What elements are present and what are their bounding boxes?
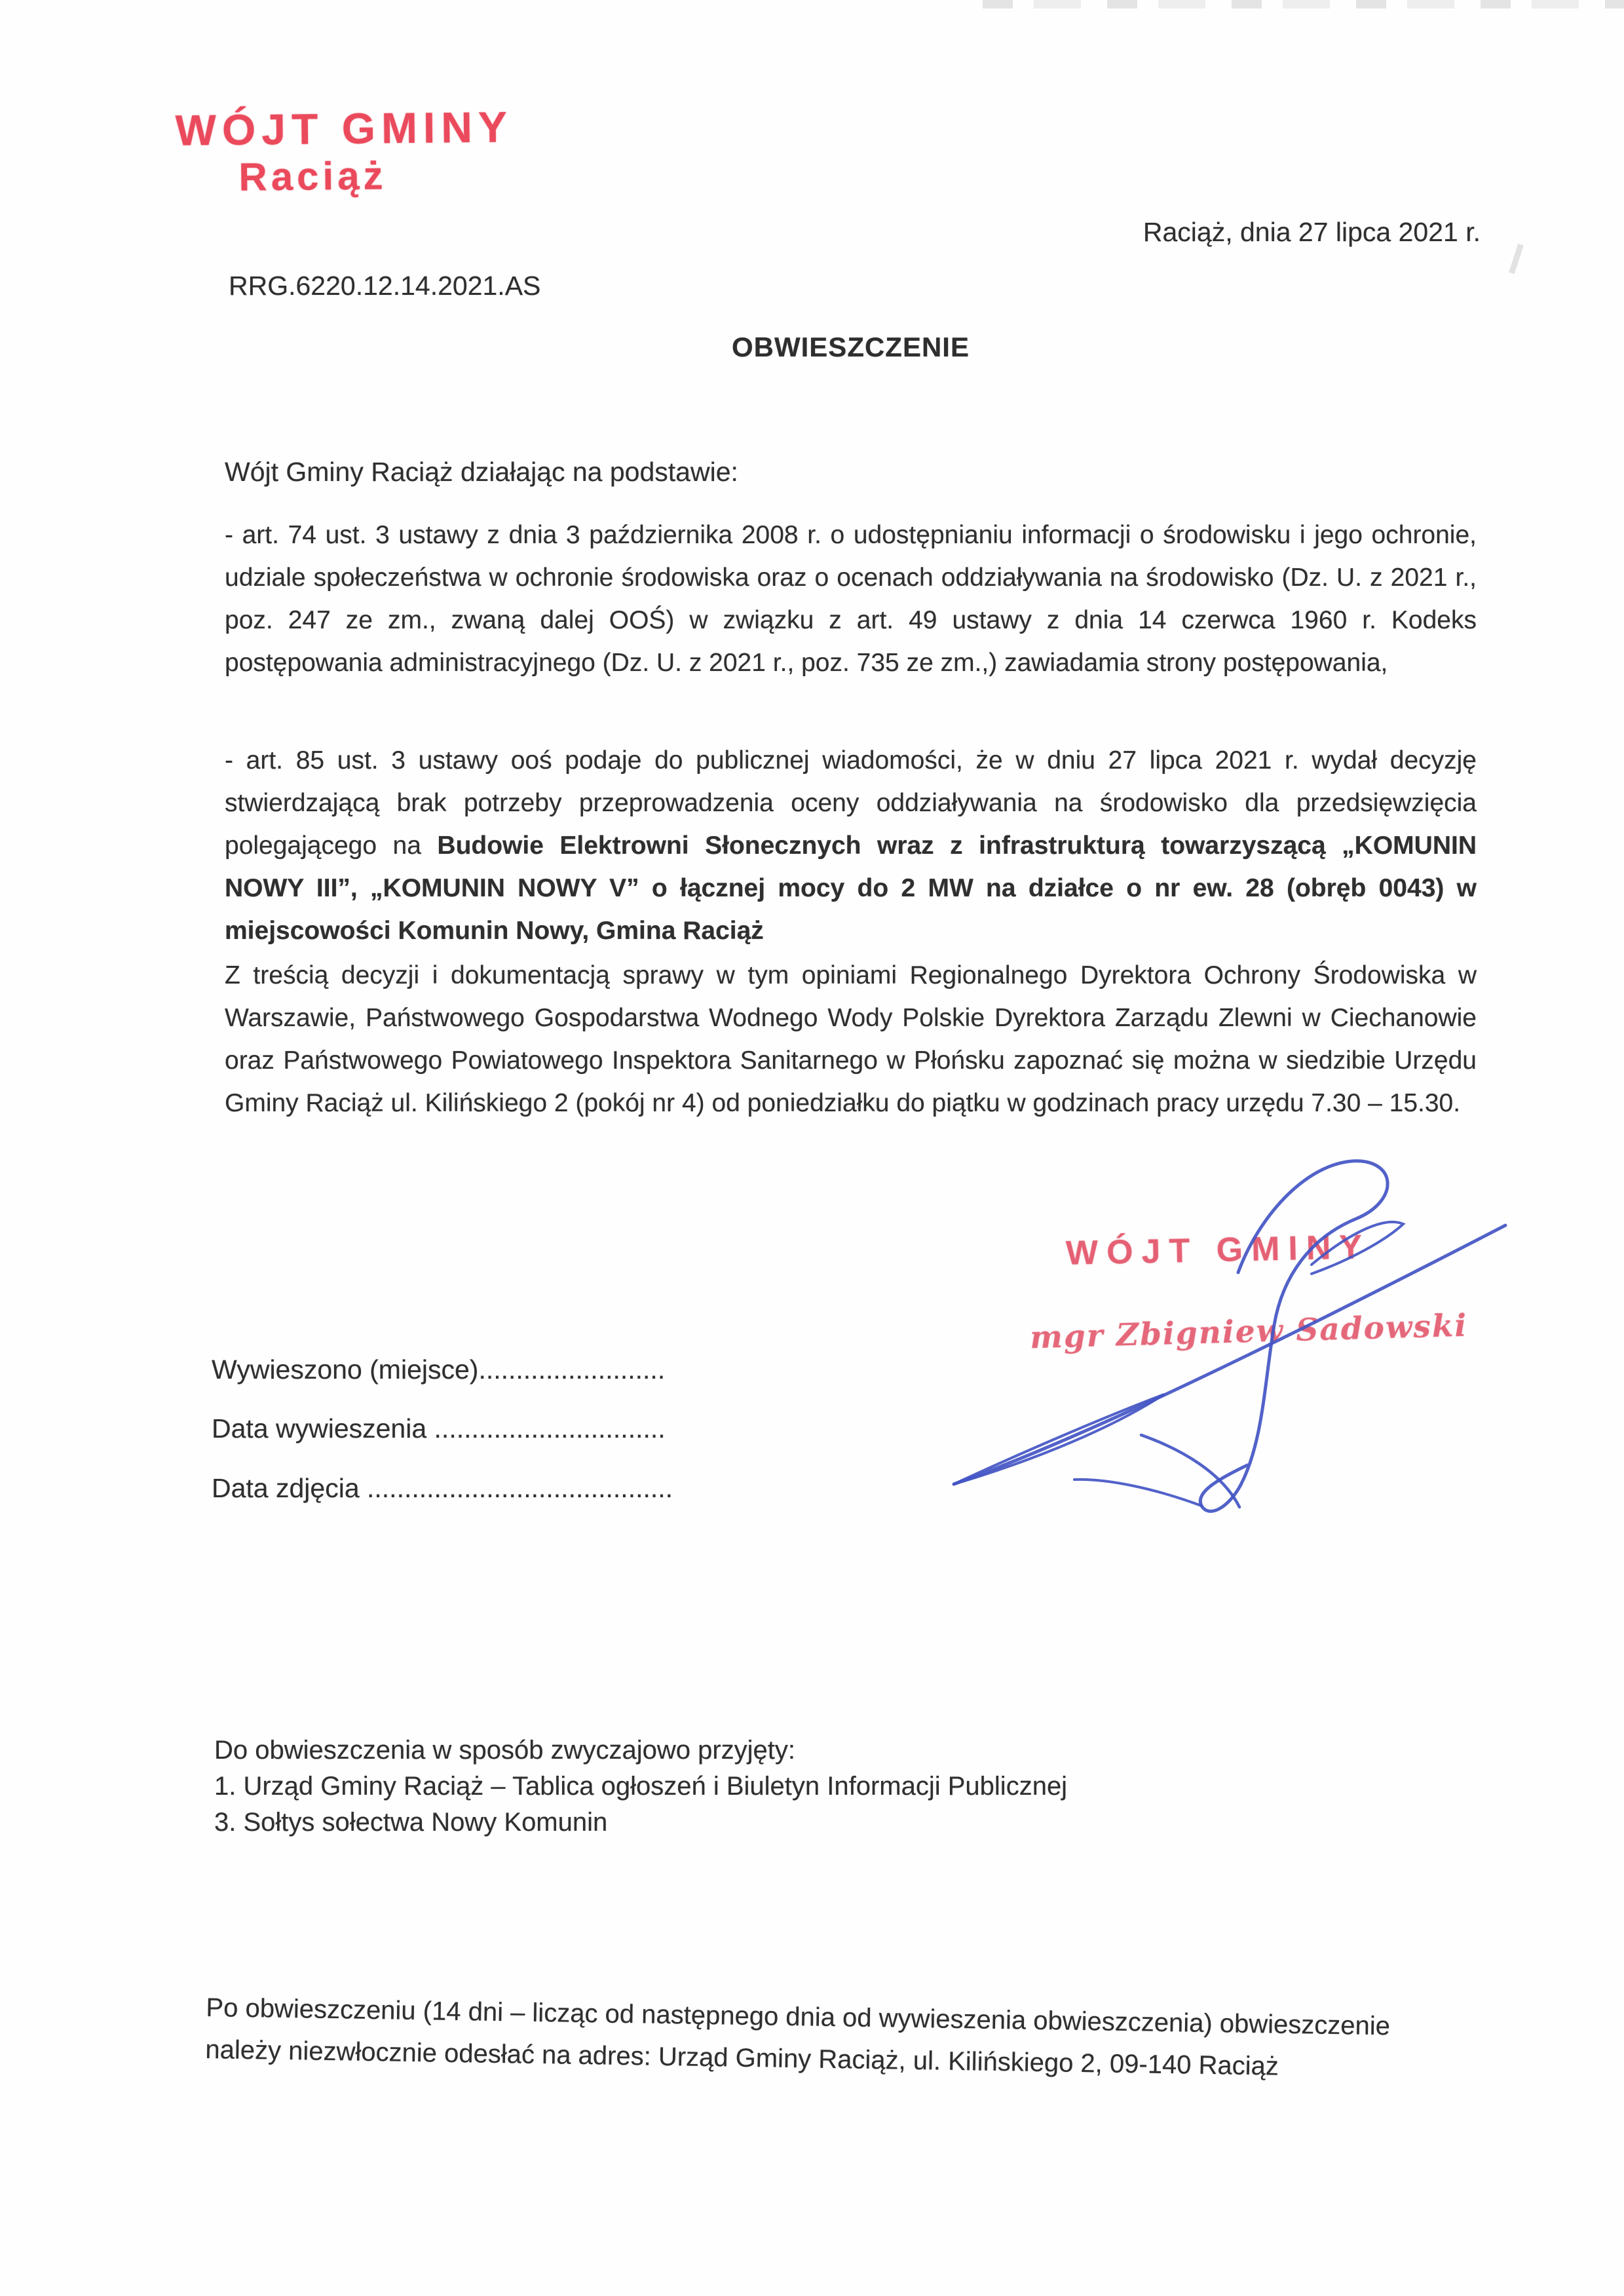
intro-line: Wójt Gminy Raciąż działając na podstawie: xyxy=(225,457,738,487)
scan-artifact-mark xyxy=(1509,244,1524,275)
reference-number: RRG.6220.12.14.2021.AS xyxy=(229,271,541,301)
signature-role-stamp: WÓJT GMINY xyxy=(1065,1228,1371,1272)
removal-date-line: Data zdjęcia ......................................... xyxy=(212,1473,673,1503)
distribution-item-2: 3. Sołtys sołectwa Nowy Komunin xyxy=(214,1808,608,1837)
posting-date-line: Data wywieszenia ............................... xyxy=(212,1413,666,1444)
paragraph-access-info: Z treścią decyzji i dokumentacją sprawy w tym opiniami Regionalnego Dyrektora Ochrony Środowiska w Warszawie, Państwowego Gospodarstwa Wodnego Wody Polskie Dyrektora Zarządu Zlewni w Ciechanowie oraz Państwowego Powiatowego Inspektora Sanitarnego w Płońsku zapoznać się można w siedzibie Urzędu Gminy Raciąż ul. Kilińskiego 2 (pokój nr 4) od poniedziałku do piątku w godzinach pracy urzędu 7.30 – 15.30. xyxy=(225,961,1484,1117)
paragraph-decision xyxy=(225,739,1484,952)
distribution-item-1: 1. Urząd Gminy Raciąż – Tablica ogłoszeń i Biuletyn Informacji Publicznej xyxy=(214,1772,1068,1801)
scan-artifact-band xyxy=(983,0,1624,9)
paragraph-decision-normal: - art. 85 ust. 3 ustawy ooś podaje do publicznej wiadomości, że w dniu 27 lipca 2021 r. wydał decyzję stwierdzającą brak potrzeby przeprowadzenia oceny oddziaływania na środowisko dla przedsięwzięcia polegającego na xyxy=(225,746,1484,860)
paragraph-decision-bold: Budowie Elektrowni Słonecznych wraz z infrastrukturą towarzyszącą „KOMUNIN NOWY III”, „KOMUNIN NOWY V” o łącznej mocy do 2 MW na działce o nr ew. 28 (obręb 0043) w miejscowości Komunin Nowy, Gmina Raciąż xyxy=(225,832,1484,945)
distribution-header: Do obwieszczenia w sposób zwyczajowo przyjęty: xyxy=(214,1736,796,1765)
sender-office-stamp xyxy=(175,103,514,199)
signer-name-stamp: mgr Zbigniew Sadowski xyxy=(1029,1307,1468,1356)
document-title: OBWIESZCZENIE xyxy=(731,332,970,362)
sender-office-stamp-line1: WÓJT GMINY xyxy=(175,102,514,155)
paragraph-legal-basis: - art. 74 ust. 3 ustawy z dnia 3 października 2008 r. o udostępnianiu informacji o środowisku i jego ochronie, udziale społeczeństwa w ochronie środowiska oraz o ocenach oddziaływania na środowisko (Dz. U. z 2021 r., poz. 247 ze zm., zwaną dalej OOŚ) w związku z art. 49 ustawy z dnia 14 czerwca 1960 r. Kodeks postępowania administracyjnego (Dz. U. z 2021 r., poz. 735 ze zm.,) zawiadamia strony postępowania, xyxy=(225,521,1484,677)
return-instruction: Po obwieszczeniu (14 dni – licząc od następnego dnia od wywieszenia obwieszczenia) obwieszczenie należy niezwłocznie odesłać na adres: Urząd Gminy Raciąż, ul. Kilińskiego 2, 09-140 Raciąż xyxy=(205,1993,1398,2081)
signature-block xyxy=(945,1153,1534,1520)
handwritten-signature-icon xyxy=(945,1153,1534,1520)
sender-office-stamp-line2: Raciąż xyxy=(238,153,387,199)
posting-place-line: Wywieszono (miejsce)......................... xyxy=(212,1354,666,1385)
date-line: Raciąż, dnia 27 lipca 2021 r. xyxy=(1142,217,1481,247)
